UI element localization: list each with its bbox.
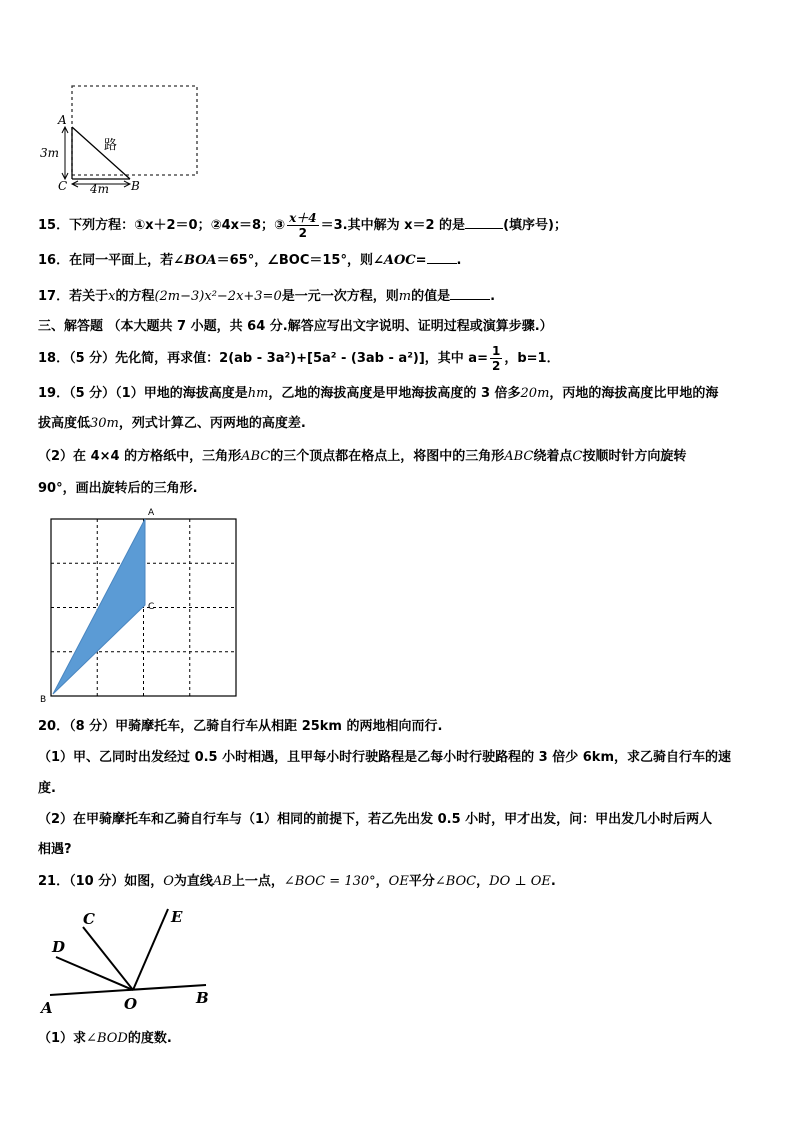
q21-t7: . <box>550 874 556 889</box>
label-4m: 4m <box>90 182 110 196</box>
question-21 <box>38 873 556 891</box>
angle-label-c: C <box>83 910 95 928</box>
q21-o: O <box>163 874 174 889</box>
q15-frac-num: x＋4 <box>289 211 317 225</box>
angle-label-d: D <box>52 938 66 956</box>
q15-answer-blank[interactable] <box>465 215 503 229</box>
q19-30m: 30m <box>90 416 119 431</box>
grid-label-a: A <box>148 508 155 518</box>
question-20-line-2: （1）甲、乙同时出发经过 0.5 小时相遇，且甲每小时行驶路程是乙每小时行驶路程的 3 倍少 6km，求乙骑自行车的速 <box>38 750 731 765</box>
question-15 <box>38 211 567 240</box>
q19-l3-t3: 绕着点 <box>533 449 573 464</box>
q19-20m: 20m <box>520 386 550 401</box>
q16-text-3: = <box>415 253 427 268</box>
q19-l2-t1: 拔高度低 <box>38 416 91 431</box>
angle-figure <box>38 905 218 1021</box>
q21-t4: ， <box>375 874 389 889</box>
question-16 <box>38 250 462 270</box>
q15-fraction <box>287 211 319 240</box>
q21-angle-boc: ∠BOC = 130° <box>283 874 376 889</box>
label-a: A <box>58 113 67 127</box>
question-19-line-3 <box>38 448 686 466</box>
q21-ab: AB <box>212 874 232 889</box>
q16-end: . <box>456 253 462 268</box>
q18-fraction <box>490 344 502 373</box>
q17-equation: (2m−3)x²−2x+3=0 <box>154 289 282 304</box>
ray-oc <box>83 927 133 990</box>
q21-sub1-t1: （1）求 <box>38 1031 87 1046</box>
grid-label-c: C <box>148 602 155 612</box>
q16-text-1: 16．在同一平面上，若 <box>38 253 174 268</box>
q19-l3-t1: （2）在 4×4 的方格纸中，三角形 <box>38 449 242 464</box>
grid-triangle-figure <box>36 508 246 704</box>
ray-od <box>56 957 133 990</box>
q17-text-2: 的方程 <box>115 289 155 304</box>
q16-text-2: ＝65°，∠BOC＝15°，则 <box>216 253 373 268</box>
q19-l1-t1: 19．（5 分）（1）甲地的海拔高度是 <box>38 386 248 401</box>
line-ab <box>50 985 206 995</box>
angle-label-o: O <box>124 995 138 1013</box>
q21-angle-bod: ∠BOD <box>86 1031 128 1046</box>
q18-frac-den: 2 <box>491 359 501 373</box>
q15-frac-den: 2 <box>298 226 308 240</box>
q21-t6: ， <box>476 874 490 889</box>
q18-frac-num: 1 <box>491 344 501 358</box>
q17-end: . <box>490 289 496 304</box>
q19-hm: hm <box>247 386 269 401</box>
label-3m: 3m <box>40 146 60 160</box>
q19-abc-2: ABC <box>504 449 534 464</box>
angle-label-b: B <box>196 989 209 1007</box>
q21-perp: DO ⊥ OE <box>489 874 551 889</box>
q18-text-2: ，b=1． <box>504 351 560 366</box>
question-19-line-4: 90°，画出旋转后的三角形. <box>38 481 198 496</box>
q21-t5: 平分 <box>408 874 435 889</box>
label-road: 路 <box>104 138 118 153</box>
var-x: x <box>108 289 116 304</box>
q21-boc: ∠BOC <box>434 874 477 889</box>
dashed-rectangle <box>72 86 197 175</box>
q17-answer-blank[interactable] <box>450 286 490 300</box>
angle-label-a: A <box>41 999 53 1017</box>
q21-t1: 21．（10 分）如图， <box>38 874 164 889</box>
label-c: C <box>58 179 68 193</box>
question-20-line-4: （2）在甲骑摩托车和乙骑自行车与（1）相同的前提下，若乙先出发 0.5 小时，甲才出发，问：甲出发几小时后两人 <box>38 812 713 827</box>
angle-label-e: E <box>171 908 183 926</box>
grid-label-b: B <box>40 695 47 704</box>
question-20-line-1: 20．（8 分）甲骑摩托车，乙骑自行车从相距 25km 的两地相向而行. <box>38 719 443 734</box>
question-20-line-3: 度. <box>38 781 56 796</box>
question-19-line-1 <box>38 385 718 403</box>
angle-aoc: ∠AOC <box>372 253 416 268</box>
triangle-road-figure <box>38 80 208 198</box>
section-3-heading: 三、解答题 （本大题共 7 小题，共 64 分.解答应写出文字说明、证明过程或演算步骤.） <box>38 319 553 334</box>
q18-text-1: 18．（5 分）先化简，再求值：2(ab - 3a²)+[5a² - (3ab - a²)]，其中 a= <box>38 351 488 366</box>
angle-boa: ∠BOA <box>173 253 217 268</box>
label-b: B <box>131 179 140 193</box>
q19-l3-t4: 按顺时针方向旋转 <box>582 449 687 464</box>
q21-sub1-t2: 的度数. <box>127 1031 172 1046</box>
question-21-sub-1 <box>38 1030 172 1048</box>
q17-text-3: 是一元一次方程，则 <box>281 289 399 304</box>
question-20-line-5: 相遇? <box>38 842 72 857</box>
q15-prefix: 15．下列方程：①x＋2＝0；②4x＝8；③ <box>38 218 286 233</box>
q19-c: C <box>572 449 583 464</box>
q19-l2-t2: ，列式计算乙、丙两地的高度差. <box>118 416 306 431</box>
q19-abc: ABC <box>241 449 271 464</box>
q15-suffix: ＝3.其中解为 x＝2 的是 <box>320 218 466 233</box>
hypotenuse-road <box>72 127 130 179</box>
q19-l1-t2: ，乙地的海拔高度是甲地海拔高度的 3 倍多 <box>268 386 521 401</box>
q21-t3: 上一点， <box>231 874 284 889</box>
q21-oe: OE <box>388 874 409 889</box>
question-17 <box>38 286 495 306</box>
q19-l1-t3: ，丙地的海拔高度比甲地的海 <box>549 386 719 401</box>
question-18 <box>38 344 560 373</box>
var-m: m <box>398 289 412 304</box>
q17-text-4: 的值是 <box>411 289 451 304</box>
q21-t2: 为直线 <box>173 874 213 889</box>
q15-end: (填序号)； <box>503 218 567 233</box>
q19-l3-t2: 的三个顶点都在格点上，将图中的三角形 <box>270 449 505 464</box>
q17-text-1: 17．若关于 <box>38 289 109 304</box>
ray-oe <box>133 909 168 990</box>
q16-answer-blank[interactable] <box>427 250 457 264</box>
question-19-line-2 <box>38 415 306 433</box>
triangle-abc <box>53 519 145 694</box>
